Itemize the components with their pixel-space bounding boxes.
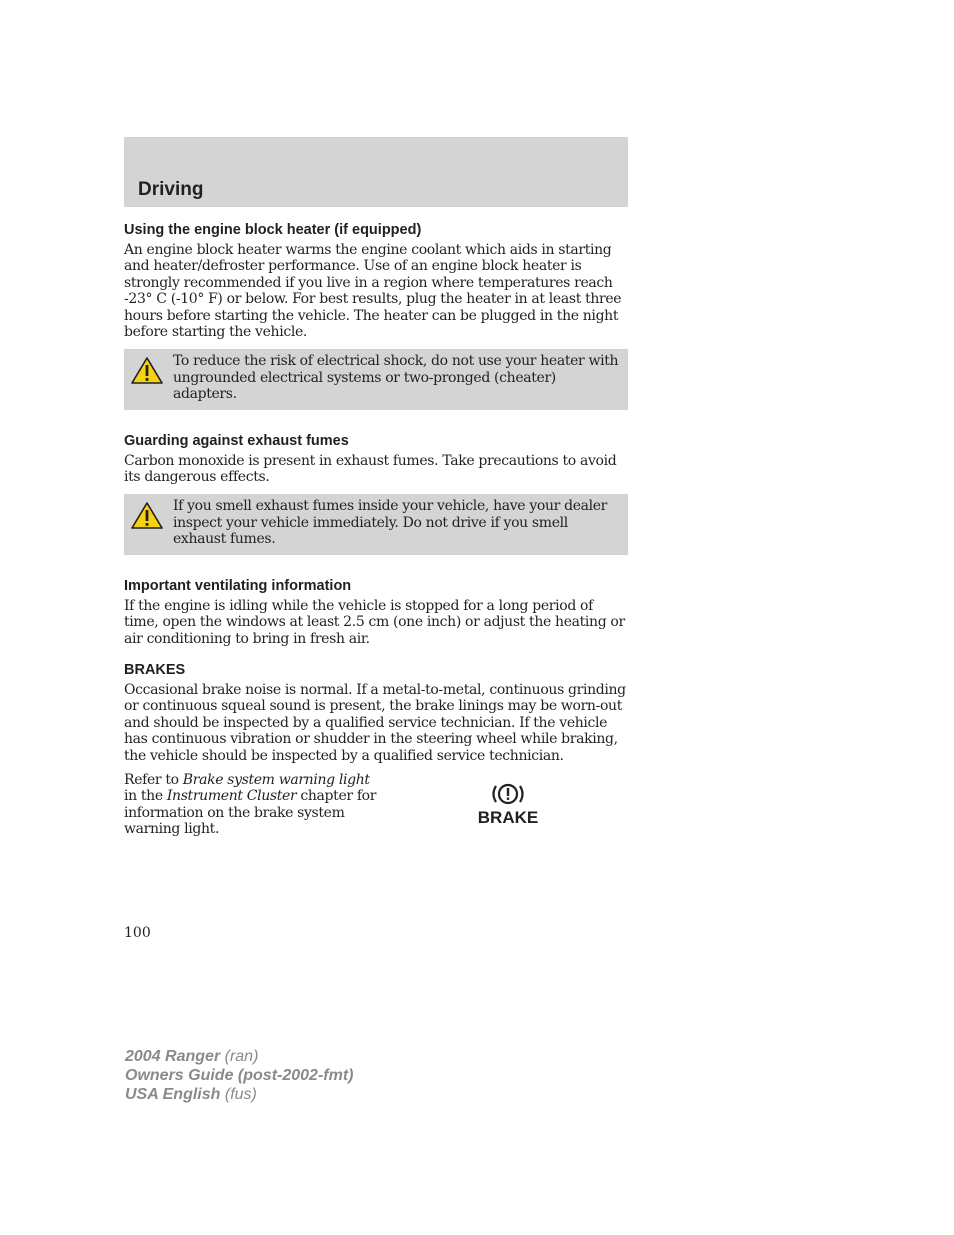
footer-model-code: (ran)	[220, 1048, 259, 1065]
footer-line-2	[125, 1066, 353, 1085]
exhaust-body: Carbon monoxide is present in exhaust fumes. Take precautions to avoid its dangerous effects.	[124, 452, 617, 486]
brake-warning-icon	[478, 782, 538, 830]
footer-line-3	[125, 1085, 353, 1104]
brakes-heading: BRAKES	[124, 661, 186, 678]
warning-triangle-icon	[130, 501, 164, 531]
refer-link-brake-light: Brake system warning light	[182, 771, 370, 788]
block-heater-body: An engine block heater warms the engine coolant which aids in starting and heater/defroster performance. Use of an engine block heater is strongly recommended if you live in a region where temperatures reach -23° C (-10° F) or below. For best results, plug the heater in at least three hours before starting the vehicle. The heater can be plugged in the night before starting the vehicle.	[124, 242, 622, 341]
exhaust-warning	[124, 494, 628, 554]
footer-guide: Owners Guide (post-2002-fmt)	[125, 1067, 354, 1084]
refer-prefix: Refer to	[124, 771, 183, 788]
page-content	[124, 221, 628, 847]
footer-model: 2004 Ranger	[125, 1048, 221, 1065]
block-heater-warning	[124, 349, 628, 409]
ventilating-heading: Important ventilating information	[124, 577, 352, 594]
exhaust-warning-text: If you smell exhaust fumes inside your vehicle, have your dealer inspect your vehicle immediately. Do not drive if you smell exhaust fumes.	[173, 498, 608, 548]
footer-language-code: (fus)	[220, 1086, 257, 1103]
brakes-body: Occasional brake noise is normal. If a metal-to-metal, continuous grinding or continuous squeal sound is present, the brake linings may be worn-out and should be inspected by a qualified service technician. If the vehicle has continuous vibration or shudder in the steering wheel while braking, the vehicle should be inspected by a qualified service technician.	[124, 681, 626, 764]
refer-suffix: chapter for information on the brake system warning light.	[124, 788, 377, 838]
warning-triangle-icon	[130, 356, 164, 386]
brake-icon-label: BRAKE	[478, 807, 538, 827]
ventilating-body: If the engine is idling while the vehicle is stopped for a long period of time, open the windows at least 2.5 cm (one inch) or adjust the heating or air conditioning to bring in fresh air.	[124, 597, 625, 647]
document-footer	[125, 1047, 353, 1104]
footer-line-1	[125, 1047, 353, 1066]
refer-link-instrument-cluster: Instrument Cluster	[166, 788, 297, 805]
brake-refer-text	[124, 772, 382, 838]
brake-refer-block	[124, 772, 628, 847]
refer-mid: in the	[124, 788, 167, 805]
footer-language: USA English	[125, 1086, 221, 1103]
page-number: 100	[124, 925, 151, 941]
block-heater-warning-text: To reduce the risk of electrical shock, do not use your heater with ungrounded electrical systems or two-pronged (cheater) adapters.	[173, 353, 619, 403]
exhaust-heading: Guarding against exhaust fumes	[124, 432, 349, 449]
chapter-header-band	[124, 137, 628, 207]
block-heater-heading: Using the engine block heater (if equipped)	[124, 222, 422, 238]
chapter-title: Driving	[138, 179, 204, 200]
